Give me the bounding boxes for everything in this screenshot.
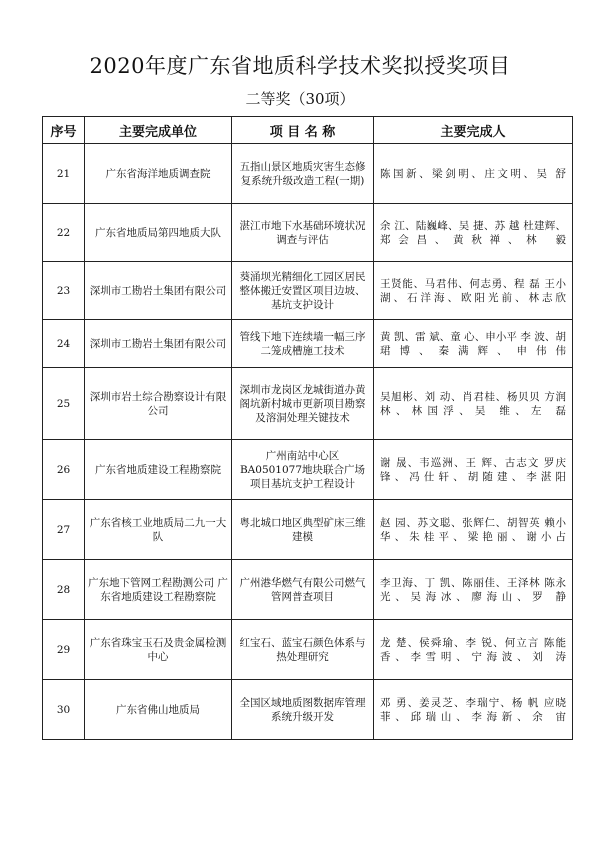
row-serial: 29	[43, 620, 85, 680]
row-people: 余 江、陆巍峰、吴 捷、苏 越 杜建辉、郑会昌、黄秋禅、林 毅	[374, 204, 573, 262]
row-project: 粤北城口地区典型矿床三维建模	[232, 500, 374, 560]
table-body	[43, 144, 573, 740]
row-serial: 26	[43, 440, 85, 500]
row-project: 全国区域地质图数据库管理系统升级开发	[232, 680, 374, 740]
row-people: 谢 晟、韦巡洲、王 辉、古志文 罗庆锋、冯仕轩、胡随建、李湛阳	[374, 440, 573, 500]
row-people: 龙 楚、侯舜瑜、李 锐、何立言 陈能香、李雪明、宁海波、刘 涛	[374, 620, 573, 680]
row-project: 深圳市龙岗区龙城街道办黄阁坑新村城市更新项目勘察及溶洞处理关键技术	[232, 368, 374, 440]
row-serial: 24	[43, 320, 85, 368]
row-unit: 广东省珠宝玉石及贵金属检测中心	[85, 620, 232, 680]
header-unit: 主要完成单位	[85, 117, 232, 144]
row-people: 李卫海、丁 凯、陈丽佳、王泽林 陈永光、吴海冰、廖海山、罗 静	[374, 560, 573, 620]
row-project: 广州港华燃气有限公司燃气管网普查项目	[232, 560, 374, 620]
row-serial: 30	[43, 680, 85, 740]
table-header-row	[43, 117, 573, 144]
row-unit: 广东省地质建设工程勘察院	[85, 440, 232, 500]
document-title: 2020年度广东省地质科学技术奖拟授奖项目	[89, 54, 511, 78]
row-unit: 广东省海洋地质调查院	[85, 144, 232, 204]
row-project: 管线下地下连续墙一幅三序二笼成槽施工技术	[232, 320, 374, 368]
header-people: 主要完成人	[374, 117, 573, 144]
table-row	[43, 368, 573, 440]
row-unit: 广东省佛山地质局	[85, 680, 232, 740]
row-serial: 27	[43, 500, 85, 560]
row-unit: 广东省核工业地质局二九一大队	[85, 500, 232, 560]
row-unit: 深圳市工勘岩土集团有限公司	[85, 262, 232, 320]
row-serial: 28	[43, 560, 85, 620]
row-unit: 广东地下管网工程勘测公司 广东省地质建设工程勘察院	[85, 560, 232, 620]
document-subtitle: 二等奖（30项）	[245, 90, 355, 108]
row-serial: 21	[43, 144, 85, 204]
row-project: 广州南站中心区BA0501077地块联合广场项目基坑支护工程设计	[232, 440, 374, 500]
row-people: 吴旭彬、刘 动、肖君桂、杨贝贝 方润林、林国浮、吴 维、左 磊	[374, 368, 573, 440]
row-people: 王贤能、马君伟、何志勇、程 磊 王小湖、石洋海、欧阳光前、林志欣	[374, 262, 573, 320]
row-unit: 广东省地质局第四地质大队	[85, 204, 232, 262]
table-row	[43, 620, 573, 680]
table-row	[43, 204, 573, 262]
table-row	[43, 500, 573, 560]
row-people: 陈国新、梁剑明、庄文明、吴 舒	[374, 144, 573, 204]
table-row	[43, 440, 573, 500]
row-project: 葵涌坝光精细化工园区居民整体搬迁安置区项目边坡、基坑支护设计	[232, 262, 374, 320]
row-unit: 深圳市工勘岩土集团有限公司	[85, 320, 232, 368]
row-people: 黄 凯、雷 斌、童 心、申小平 李 波、胡珺博、秦满辉、申伟伟	[374, 320, 573, 368]
row-project: 五指山景区地质灾害生态修复系统升级改造工程(一期)	[232, 144, 374, 204]
table-row	[43, 680, 573, 740]
award-table	[42, 116, 573, 740]
row-serial: 25	[43, 368, 85, 440]
table-row	[43, 144, 573, 204]
row-unit: 深圳市岩土综合勘察设计有限公司	[85, 368, 232, 440]
row-project: 红宝石、蓝宝石颜色体系与热处理研究	[232, 620, 374, 680]
table-row	[43, 320, 573, 368]
row-project: 湛江市地下水基础环境状况调查与评估	[232, 204, 374, 262]
table-row	[43, 262, 573, 320]
table-row	[43, 560, 573, 620]
header-project: 项 目 名 称	[232, 117, 374, 144]
row-people: 赵 园、苏文聪、张辉仁、胡智英 赖小华、朱桂平、梁艳丽、谢小占	[374, 500, 573, 560]
row-serial: 22	[43, 204, 85, 262]
header-serial: 序号	[43, 117, 85, 144]
row-serial: 23	[43, 262, 85, 320]
row-people: 邓 勇、姜灵芝、李瑞宁、杨 帆 应晓菲、邱瑞山、李海新、余 宙	[374, 680, 573, 740]
